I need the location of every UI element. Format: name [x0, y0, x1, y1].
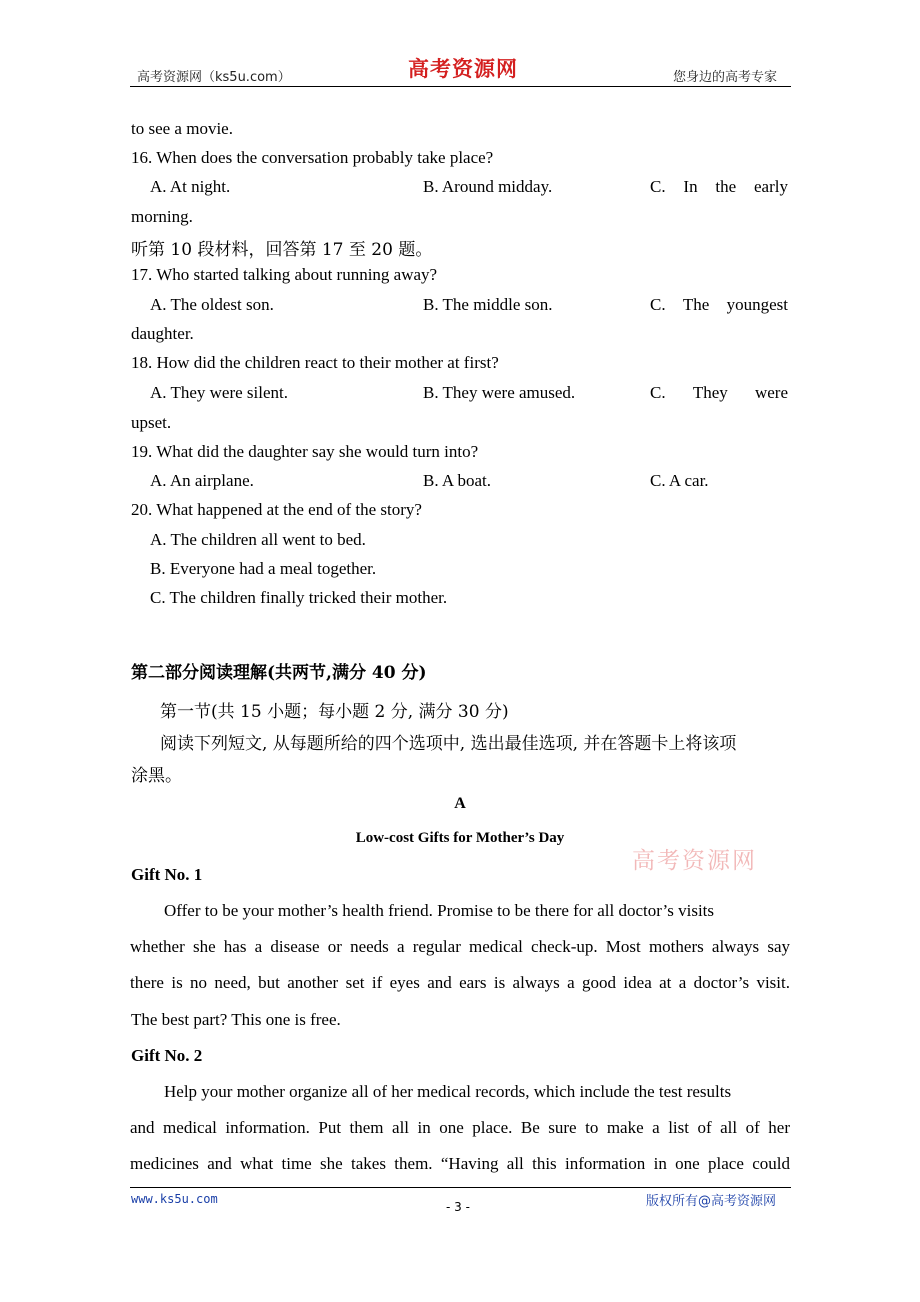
footer-link[interactable]: www.ks5u.com [131, 1192, 218, 1206]
option-c-word: They [692, 383, 728, 402]
option-c-word: C. [650, 295, 666, 314]
reading-instruction-line-2: 涂黑。 [131, 766, 182, 786]
watermark: 高考资源网 [632, 848, 757, 874]
gift-1-line-3: there is no need, but another set if eyes and ears is always a good idea at a doctor’s visit. [130, 973, 790, 992]
question-20-option-c: C. The children finally tricked their mother. [150, 588, 448, 607]
question-16-option-c [650, 177, 788, 197]
option-c-word: C. [650, 177, 666, 196]
question-17-option-b: B. The middle son. [423, 295, 553, 314]
reading-instruction-line-1: 阅读下列短文, 从每题所给的四个选项中, 选出最佳选项, 并在答题卡上将该项 [160, 734, 737, 754]
question-18-option-c [650, 383, 788, 403]
page-number: - 3 - [446, 1200, 470, 1214]
question-20-option-b: B. Everyone had a meal together. [150, 559, 377, 578]
option-c-word: youngest [726, 295, 788, 314]
footer-copyright: 版权所有@高考资源网 [646, 1194, 777, 1209]
question-17-stem: 17. Who started talking about running away? [131, 265, 438, 284]
question-16-option-c-wrap: morning. [131, 207, 193, 226]
footer-divider [130, 1187, 791, 1188]
question-19-option-c: C. A car. [650, 471, 709, 490]
option-c-word: were [754, 383, 788, 402]
passage-title: Low-cost Gifts for Mother’s Day [355, 830, 565, 846]
gift-1-line-1: Offer to be your mother’s health friend. Promise to be there for all doctor’s visits [164, 901, 715, 920]
continuation-line: to see a movie. [131, 119, 233, 138]
question-18-option-c-wrap: upset. [131, 413, 172, 432]
question-16-stem: 16. When does the conversation probably take place? [131, 148, 494, 167]
gift-1-line-2: whether she has a disease or needs a regular medical check-up. Most mothers always say [130, 937, 790, 956]
question-18-option-a: A. They were silent. [150, 383, 289, 402]
option-c-word: The [682, 295, 710, 314]
header-logo: 高考资源网 [408, 56, 518, 81]
question-20-stem: 20. What happened at the end of the story? [131, 500, 422, 519]
gift-1-heading: Gift No. 1 [131, 865, 203, 884]
option-c-word: In [683, 177, 698, 196]
header-right-text: 您身边的高考专家 [673, 70, 778, 85]
question-17-option-c [650, 295, 788, 315]
header-divider [130, 86, 791, 87]
question-17-option-c-wrap: daughter. [131, 324, 194, 343]
passage-letter: A [454, 795, 466, 812]
question-18-stem: 18. How did the children react to their mother at first? [131, 353, 499, 372]
gift-2-line-1: Help your mother organize all of her medical records, which include the test results [164, 1082, 732, 1101]
reading-section-one: 第一节(共 15 小题；每小题 2 分, 满分 30 分) [160, 702, 509, 722]
question-19-option-a: A. An airplane. [150, 471, 254, 490]
listening-section-note: 听第 10 段材料，回答第 17 至 20 题。 [131, 240, 433, 260]
gift-2-line-2: and medical information. Put them all in one place. Be sure to make a list of all of her [130, 1118, 790, 1137]
question-17-option-a: A. The oldest son. [150, 295, 274, 314]
option-c-word: C. [650, 383, 666, 402]
option-c-word: early [753, 177, 788, 196]
question-16-option-a: A. At night. [150, 177, 231, 196]
question-19-stem: 19. What did the daughter say she would turn into? [131, 442, 479, 461]
question-18-option-b: B. They were amused. [423, 383, 576, 402]
gift-1-line-4: The best part? This one is free. [131, 1010, 341, 1029]
gift-2-heading: Gift No. 2 [131, 1046, 203, 1065]
question-20-option-a: A. The children all went to bed. [150, 530, 366, 549]
reading-part-title: 第二部分阅读理解(共两节,满分 40 分) [131, 663, 427, 683]
question-19-option-b: B. A boat. [423, 471, 492, 490]
header-left-text: 高考资源网（ks5u.com） [137, 70, 291, 85]
question-16-option-b: B. Around midday. [423, 177, 553, 196]
option-c-word: the [715, 177, 737, 196]
gift-2-line-3: medicines and what time she takes them. “Having all this information in one place could [130, 1154, 790, 1173]
